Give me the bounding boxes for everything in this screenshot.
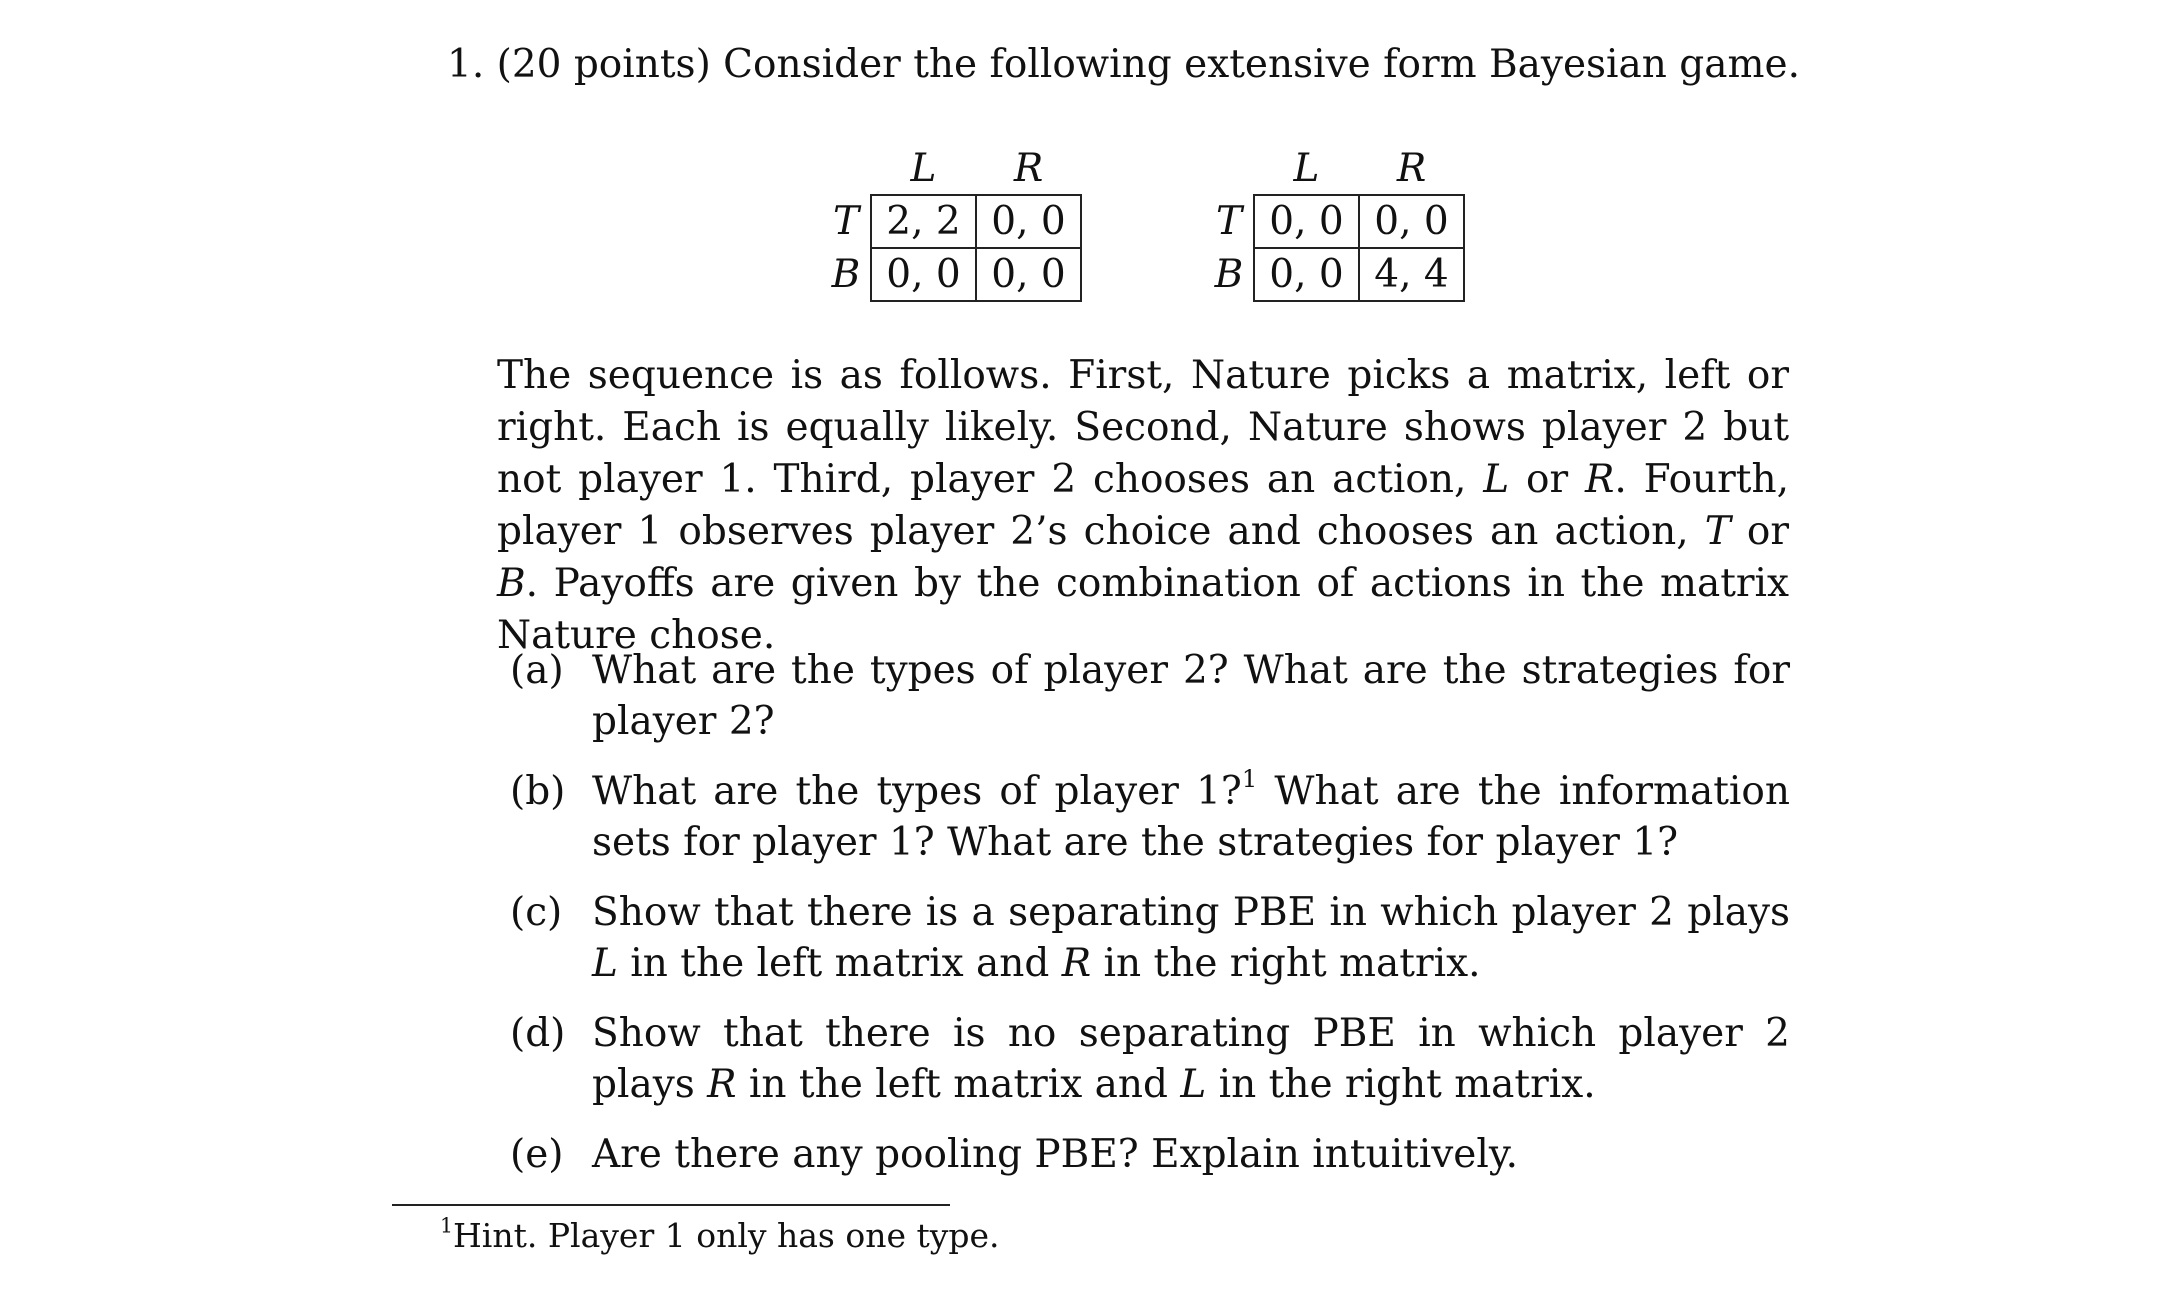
matrix-right-payoff-cell: 0, 0 [1254, 248, 1359, 301]
action-variable: T [1704, 509, 1731, 554]
matrix-left-row-label: B [831, 252, 861, 297]
matrix-left-payoff-cell: 2, 2 [871, 195, 976, 248]
question-part-d [510, 1008, 1790, 1110]
part-label: (b) [510, 769, 566, 814]
payoff-matrix-right [1205, 143, 1465, 302]
matrix-left-payoff-cell: 0, 0 [976, 195, 1081, 248]
payoff-matrix-left [822, 143, 1082, 302]
part-label: (c) [510, 890, 563, 935]
matrix-right-col-label: L [1293, 146, 1320, 191]
footnote-marker: 1 [1241, 765, 1258, 794]
matrix-right-payoff-cell: 4, 4 [1359, 248, 1464, 301]
matrix-left-row-label: T [832, 199, 859, 244]
matrix-left-payoff-cell: 0, 0 [976, 248, 1081, 301]
description-text: . Fourth, player 1 observes player 2’s choice and chooses an action, [497, 457, 1789, 554]
matrix-right-col-label: R [1396, 146, 1427, 191]
matrix-left-col-label: L [910, 146, 937, 191]
part-label: (a) [510, 648, 564, 693]
question-parts [510, 645, 1790, 1199]
matrix-right-row-label: B [1214, 252, 1244, 297]
part-label: (d) [510, 1011, 566, 1056]
footnote-divider [392, 1204, 950, 1206]
footnote-text: Hint. Player 1 only has one type. [453, 1216, 1000, 1255]
action-variable: B [497, 561, 526, 606]
action-variable: L [1483, 457, 1510, 502]
matrix-right-table [1205, 143, 1465, 302]
matrix-right-payoff-cell: 0, 0 [1359, 195, 1464, 248]
question-part-c [510, 887, 1790, 989]
part-text: Show that there is no separating PBE in which player 2 plays R in the left matrix and L in the right matrix. [592, 1011, 1790, 1107]
description-text: or [1509, 457, 1585, 502]
question-part-b [510, 766, 1790, 868]
question-part-a [510, 645, 1790, 747]
problem-heading: 1. (20 points) Consider the following extensive form Bayesian game. [447, 42, 1800, 87]
part-text: Are there any pooling PBE? Explain intuitively. [592, 1132, 1519, 1177]
footnote-number: 1 [440, 1213, 454, 1238]
game-description [497, 350, 1789, 662]
footnote [440, 1214, 1000, 1258]
part-text: What are the types of player 2? What are the strategies for player 2? [592, 648, 1790, 744]
matrix-left-col-label: R [1013, 146, 1044, 191]
question-part-e [510, 1129, 1790, 1180]
part-text: What are the types of player 1?$^1$ What are the information sets for player 1? What are the strategies for player 1? [592, 765, 1791, 865]
description-text: or [1730, 509, 1789, 554]
matrix-left-table [822, 143, 1082, 302]
matrix-right-row-label: T [1215, 199, 1242, 244]
matrix-left-payoff-cell: 0, 0 [871, 248, 976, 301]
description-text: The sequence is as follows. First, Nature picks a matrix, left or right. Each is equally likely. Second, Nature shows player 2 but not player 1. Third, player 2 chooses an action, [497, 353, 1789, 502]
action-variable: R [1585, 457, 1615, 502]
matrix-right-payoff-cell: 0, 0 [1254, 195, 1359, 248]
part-label: (e) [510, 1132, 564, 1177]
part-text: Show that there is a separating PBE in which player 2 plays L in the left matrix and R in the right matrix. [592, 890, 1790, 986]
description-text: . Payoffs are given by the combination of actions in the matrix Nature chose. [497, 561, 1789, 658]
